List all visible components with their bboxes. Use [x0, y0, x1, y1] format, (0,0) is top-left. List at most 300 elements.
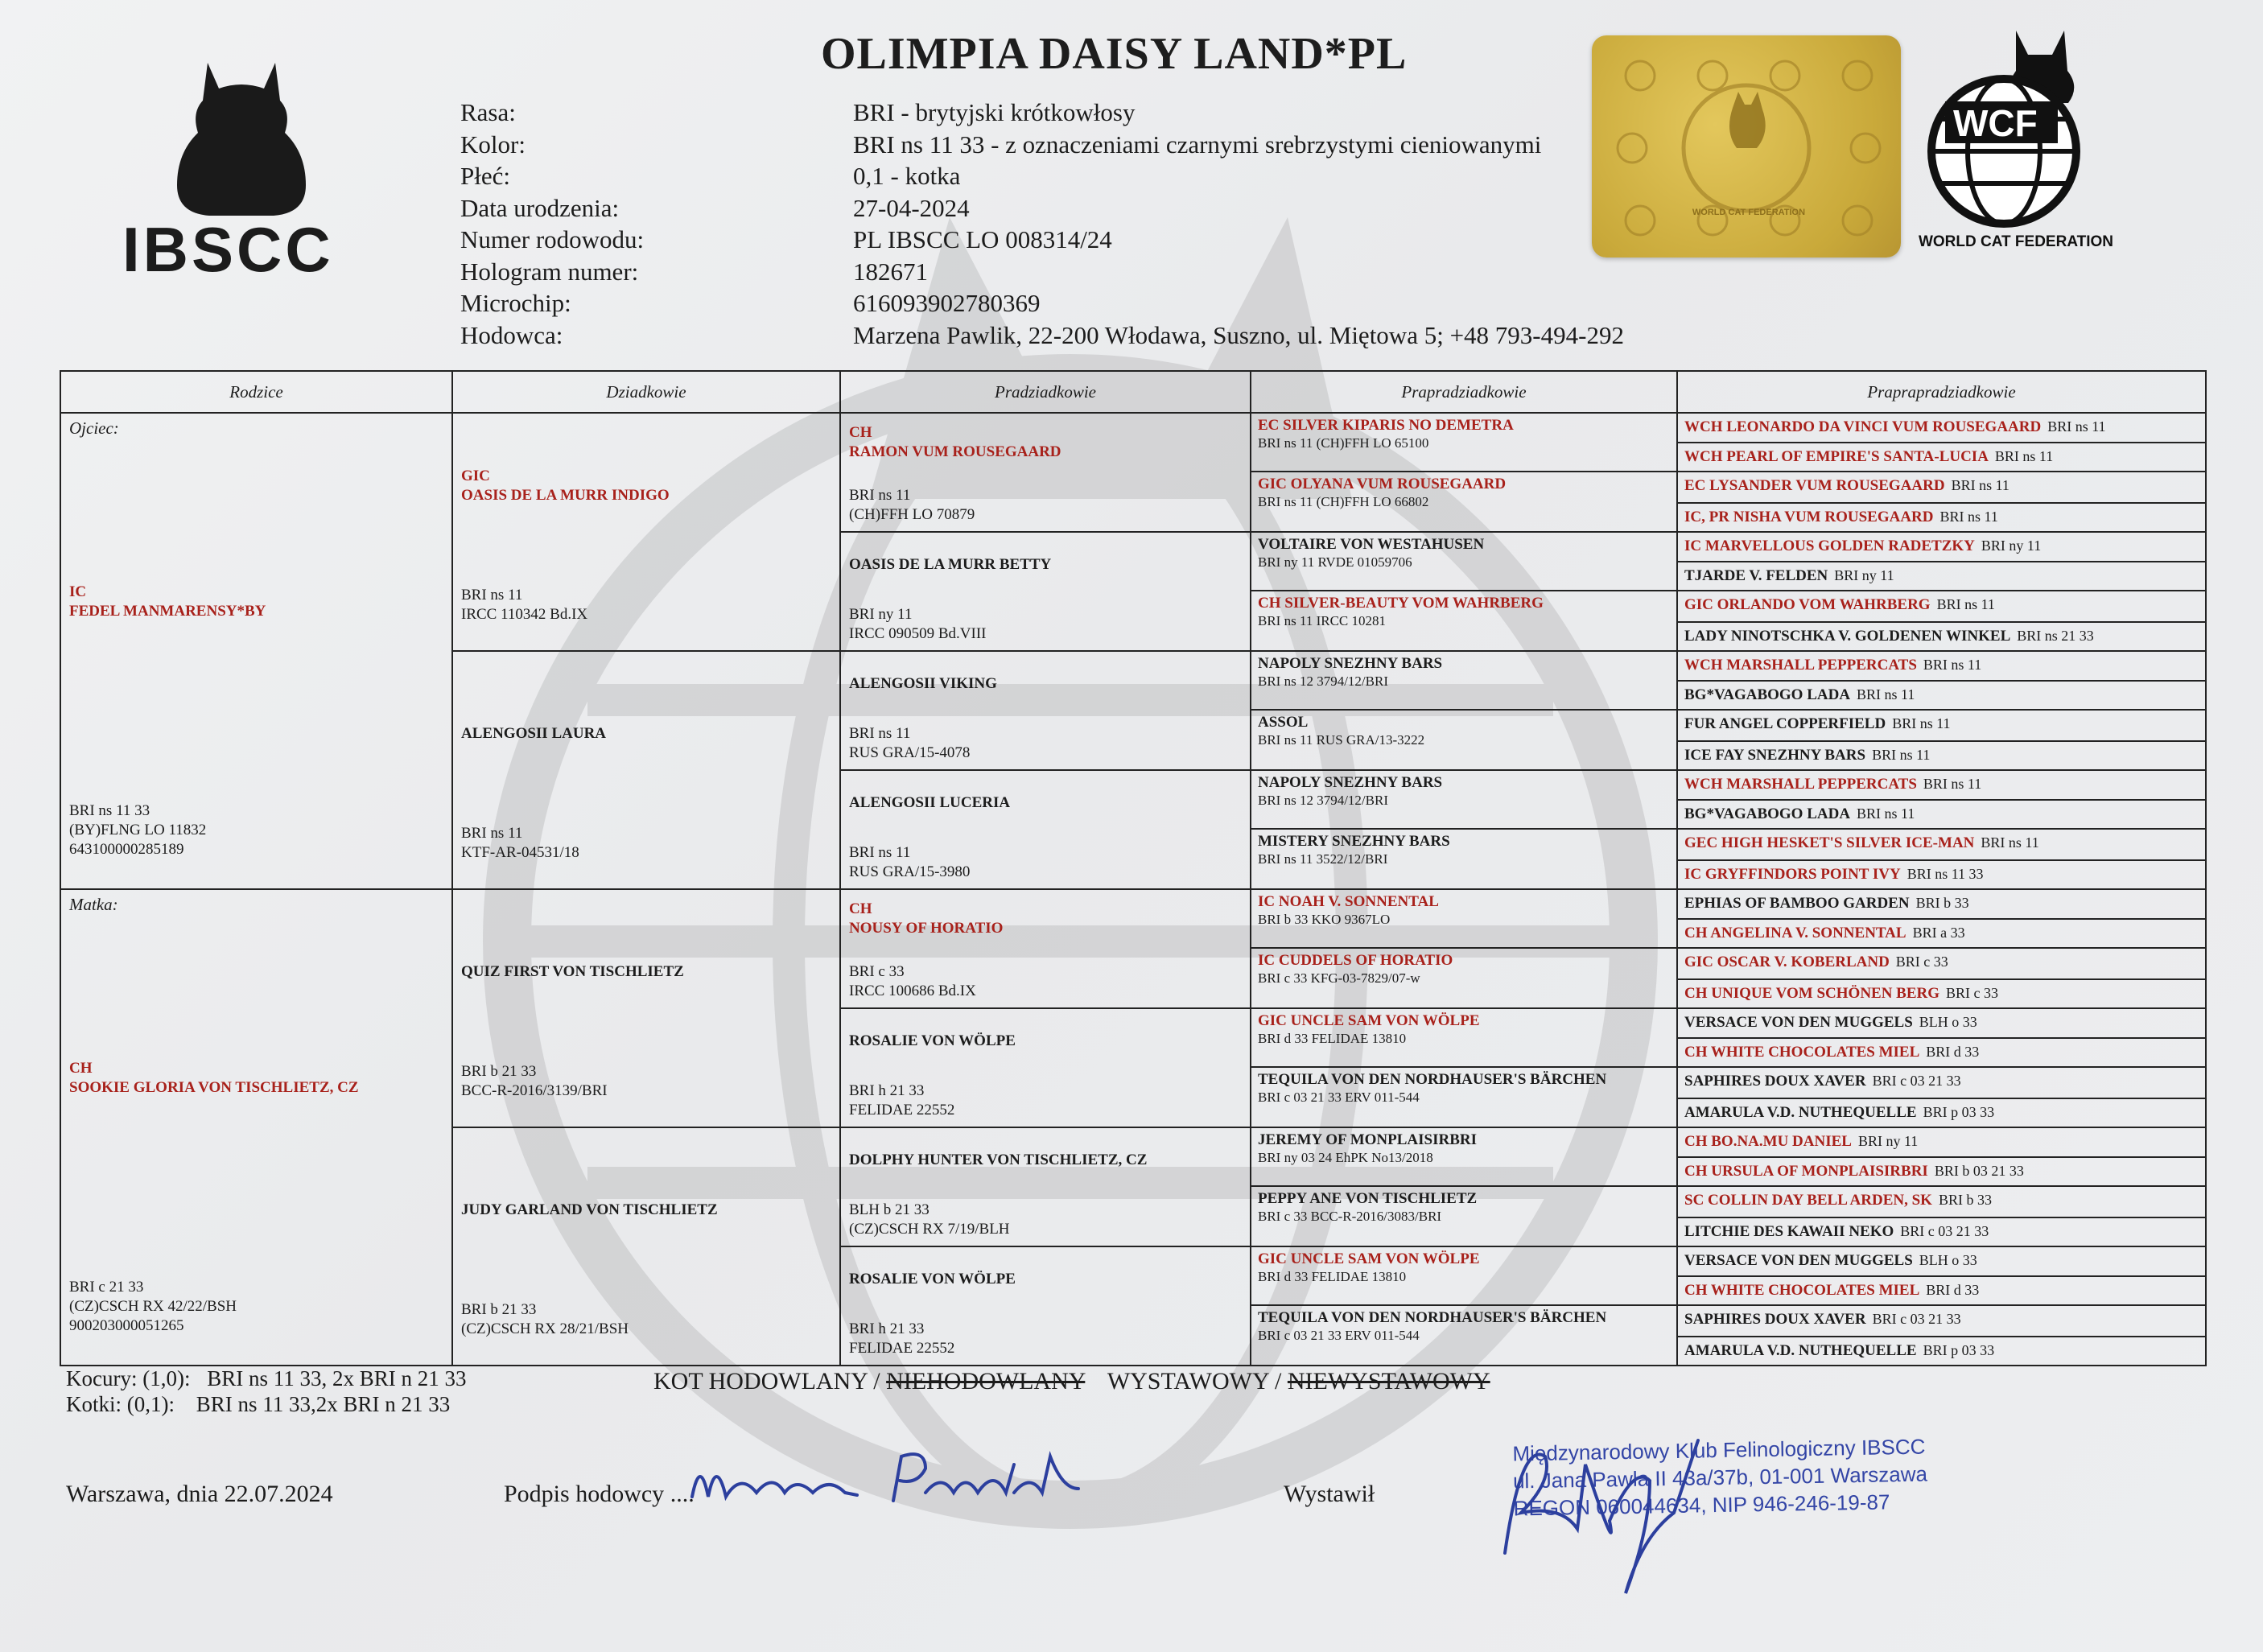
grandparent-name-block	[461, 962, 831, 982]
gen5-details: BRI ns 11	[2047, 418, 2106, 435]
gen5-cell	[1677, 413, 2206, 443]
gen5-name: SC COLLIN DAY BELL ARDEN, SK	[1684, 1192, 1932, 1209]
cell-content	[1251, 771, 1676, 828]
gen5-cell	[1677, 948, 2206, 979]
cell-content	[1251, 1306, 1676, 1365]
gen4-cell	[1251, 1008, 1677, 1067]
kocury-value: BRI ns 11 33, 2x BRI n 21 33	[207, 1366, 467, 1390]
gen5-details: BRI c 03 21 33	[1872, 1311, 1961, 1327]
grandparent-registry: KTF-AR-04531/18	[461, 844, 579, 861]
cell-content	[1251, 533, 1676, 590]
great-grandparent-name: RAMON VUM ROUSEGAARD	[849, 443, 1061, 460]
great-grandparent-color: BRI ns 11	[849, 725, 911, 742]
info-row-hologram	[460, 256, 1624, 288]
cell-content	[1678, 1337, 2205, 1366]
gen5-cell	[1677, 1098, 2206, 1128]
gen5-cell	[1677, 770, 2206, 800]
parent-title: CH	[69, 1060, 93, 1077]
great-grandparent-color: BRI ns 11	[849, 487, 911, 504]
cell-content	[841, 1009, 1250, 1127]
gen4-details: BRI ns 11 IRCC 10281	[1258, 613, 1387, 628]
wcf-ring-text: WORLD CAT FEDERATION	[1918, 233, 2114, 250]
grandparent-name: OASIS DE LA MURR INDIGO	[461, 487, 670, 504]
parent-name-block	[69, 1059, 443, 1098]
cell-content	[453, 652, 839, 887]
cell-content	[1678, 980, 2205, 1008]
info-value: 0,1 - kotka	[853, 162, 961, 190]
parent-name: FEDEL MANMARENSY*BY	[69, 603, 266, 620]
great-grandparent-cell	[840, 1127, 1251, 1246]
gen5-cell	[1677, 860, 2206, 890]
cell-content	[841, 414, 1250, 531]
great-grandparent-cell	[840, 651, 1251, 770]
gen5-details: BRI ns 11	[1892, 715, 1951, 731]
cell-content	[1678, 591, 2205, 621]
cell-content	[1251, 890, 1676, 947]
gen5-cell	[1677, 710, 2206, 741]
cell-content	[1678, 920, 2205, 948]
gen5-cell	[1677, 591, 2206, 622]
gen5-details: BRI ns 11	[1936, 596, 1995, 612]
cell-content	[1678, 861, 2205, 889]
gen5-name: WCH PEARL OF EMPIRE'S SANTA-LUCIA	[1684, 447, 1989, 465]
breeder-signature-icon	[684, 1424, 1086, 1521]
gen5-name: BG*VAGABOGO LADA	[1684, 805, 1851, 822]
cell-content	[453, 414, 839, 649]
cell-content	[1678, 1187, 2205, 1217]
gen5-details: BRI c 33	[1946, 984, 1999, 1001]
gen5-cell	[1677, 1038, 2206, 1068]
cell-content	[1678, 443, 2205, 472]
great-grandparent-registry: IRCC 090509 Bd.VIII	[849, 625, 987, 642]
info-row-breeder	[460, 319, 1624, 352]
gen4-cell	[1251, 472, 1677, 532]
gen5-cell	[1677, 800, 2206, 830]
grandparent-registry: BCC-R-2016/3139/BRI	[461, 1082, 608, 1099]
gen5-name: IC GRYFFINDORS POINT IVY	[1684, 865, 1901, 883]
info-row-color	[460, 129, 1624, 161]
great-grandparent-name-block	[849, 900, 1242, 938]
great-grandparent-name: ROSALIE VON WÖLPE	[849, 1032, 1016, 1049]
gen5-cell	[1677, 1276, 2206, 1306]
info-row-microchip	[460, 287, 1624, 319]
gen4-details: BRI ns 12 3794/12/BRI	[1258, 793, 1388, 808]
cell-content	[1678, 1277, 2205, 1305]
gen4-cell	[1251, 651, 1677, 710]
cell-content	[1678, 949, 2205, 978]
gen4-name: NAPOLY SNEZHNY BARS	[1258, 774, 1443, 791]
wcf-logo	[1895, 23, 2121, 272]
info-label: Hodowca:	[460, 320, 563, 349]
gen5-details: BRI ny 11	[1834, 566, 1894, 583]
gen4-details: BRI c 03 21 33 ERV 011-544	[1258, 1090, 1420, 1105]
cell-content	[453, 1128, 839, 1363]
gen4-name: TEQUILA VON DEN NORDHAUSER'S BÄRCHEN	[1258, 1071, 1607, 1088]
info-label: Microchip:	[460, 289, 571, 317]
info-label: Hologram numer:	[460, 257, 639, 286]
gen5-name: CH WHITE CHOCOLATES MIEL	[1684, 1281, 1920, 1299]
gen4-cell	[1251, 532, 1677, 591]
info-row-birthdate	[460, 192, 1624, 225]
gen5-name: VERSACE VON DEN MUGGELS	[1684, 1252, 1913, 1269]
gen5-cell	[1677, 622, 2206, 652]
signature-dots: ....	[670, 1481, 695, 1507]
gen5-name: WCH MARSHALL PEPPERCATS	[1684, 657, 1917, 674]
gen5-cell	[1677, 681, 2206, 711]
gen5-name: WCH LEONARDO DA VINCI VUM ROUSEGAARD	[1684, 418, 2042, 435]
info-label: Rasa:	[460, 98, 516, 126]
gen5-cell	[1677, 1246, 2206, 1276]
gen4-details: BRI d 33 FELIDAE 13810	[1258, 1269, 1407, 1284]
gen4-cell	[1251, 770, 1677, 829]
column-header: Praprapradziadkowie	[1677, 371, 2206, 413]
parent-registry: (CZ)CSCH RX 42/22/BSH	[69, 1298, 237, 1315]
gen5-name: LADY NINOTSCHKA V. GOLDENEN WINKEL	[1684, 627, 2011, 645]
cell-content	[1251, 1247, 1676, 1304]
cell-content	[453, 890, 839, 1125]
gen5-details: BRI ns 11	[1981, 834, 2039, 851]
cell-content	[1251, 591, 1676, 650]
grandparent-cell	[452, 889, 840, 1127]
gen5-details: BRI ns 11 33	[1906, 865, 1984, 882]
great-grandparent-details	[849, 1081, 954, 1120]
cell-content	[1678, 533, 2205, 561]
issuer-label: Wystawił	[1284, 1481, 1375, 1507]
dam-cell	[60, 889, 452, 1366]
grandparent-cell	[452, 651, 840, 889]
gen4-cell	[1251, 1305, 1677, 1366]
cell-content	[61, 414, 451, 884]
cell-content	[1678, 711, 2205, 740]
gen5-name: CH WHITE CHOCOLATES MIEL	[1684, 1043, 1920, 1061]
gen4-cell	[1251, 591, 1677, 651]
great-grandparent-color: BRI ns 11	[849, 844, 911, 861]
gen5-name: GEC HIGH HESKET'S SILVER ICE-MAN	[1684, 834, 1975, 851]
gen4-name: IC NOAH V. SONNENTAL	[1258, 893, 1439, 910]
great-grandparent-name-block	[849, 674, 1242, 694]
gen5-cell	[1677, 1305, 2206, 1337]
gen5-name: CH UNIQUE VOM SCHÖNEN BERG	[1684, 984, 1940, 1002]
great-grandparent-details	[849, 962, 976, 1001]
cell-content	[1678, 1306, 2205, 1336]
gen5-details: BRI d 33	[1926, 1043, 1980, 1060]
cell-content	[1678, 830, 2205, 859]
gen4-name: VOLTAIRE VON WESTAHUSEN	[1258, 536, 1485, 553]
cell-content	[1678, 1099, 2205, 1127]
cell-content	[1251, 1009, 1676, 1066]
grandparent-name: JUDY GARLAND VON TISCHLIETZ	[461, 1201, 718, 1218]
cell-content	[61, 890, 451, 1360]
cell-content	[1678, 1128, 2205, 1156]
info-label: Kolor:	[460, 130, 526, 159]
grandparent-name-block	[461, 1201, 831, 1220]
great-grandparent-details	[849, 1320, 954, 1358]
cell-content	[1251, 830, 1676, 888]
sire-cell	[60, 413, 452, 889]
wcf-hologram-icon	[1592, 35, 1901, 257]
cell-content	[1678, 504, 2205, 532]
grandparent-color: BRI ns 11	[461, 587, 523, 604]
great-grandparent-cell	[840, 1008, 1251, 1127]
gen5-details: BLH o 33	[1919, 1014, 1977, 1030]
great-grandparent-registry: RUS GRA/15-3980	[849, 863, 971, 880]
gen5-details: BRI ns 11	[1923, 657, 1982, 673]
gen4-details: BRI c 33 BCC-R-2016/3083/BRI	[1258, 1209, 1442, 1224]
cell-content	[1251, 949, 1676, 1007]
great-grandparent-name: NOUSY OF HORATIO	[849, 920, 1004, 937]
gen5-name: EPHIAS OF BAMBOO GARDEN	[1684, 895, 1910, 912]
gen4-name: GIC UNCLE SAM VON WÖLPE	[1258, 1012, 1480, 1029]
wcf-logo-text: WCF	[1953, 102, 2038, 144]
cell-content	[1678, 1218, 2205, 1246]
great-grandparent-registry: (CH)FFH LO 70879	[849, 506, 975, 523]
gen5-cell	[1677, 919, 2206, 949]
great-grandparent-cell	[840, 770, 1251, 889]
gen4-details: BRI ns 12 3794/12/BRI	[1258, 674, 1388, 689]
great-grandparent-registry: RUS GRA/15-4078	[849, 744, 971, 761]
info-value: BRI ns 11 33 - z oznaczeniami czarnymi srebrzystymi cieniowanymi	[853, 130, 1542, 159]
grandparent-color: BRI b 21 33	[461, 1301, 537, 1318]
cell-content	[1251, 711, 1676, 769]
gen5-details: BRI ns 21 33	[2017, 627, 2094, 644]
gen5-cell	[1677, 1008, 2206, 1038]
great-grandparent-name: OASIS DE LA MURR BETTY	[849, 556, 1052, 573]
cell-content	[1678, 801, 2205, 829]
grandparent-color: BRI b 21 33	[461, 1063, 537, 1080]
gen5-name: FUR ANGEL COPPERFIELD	[1684, 715, 1886, 732]
ibscc-logo-text: IBSCC	[122, 214, 334, 285]
gen4-details: BRI ns 11 (CH)FFH LO 65100	[1258, 435, 1429, 451]
gen4-cell	[1251, 889, 1677, 948]
gen5-details: BRI d 33	[1926, 1281, 1980, 1298]
cell-content	[1678, 623, 2205, 651]
cell-content	[1251, 1187, 1676, 1246]
hologram-text: WORLD CAT FEDERATION	[1692, 208, 1806, 217]
gen5-details: BRI ns 11	[1951, 477, 2009, 493]
gen4-details: BRI d 33 FELIDAE 13810	[1258, 1031, 1407, 1046]
gen5-cell	[1677, 741, 2206, 771]
gen5-name: BG*VAGABOGO LADA	[1684, 686, 1851, 703]
cell-content	[1678, 682, 2205, 710]
place-date: Warszawa, dnia 22.07.2024	[66, 1481, 333, 1507]
gen5-details: BRI p 03 33	[1923, 1103, 1995, 1120]
great-grandparent-cell	[840, 532, 1251, 651]
relation-label: Ojciec:	[69, 418, 119, 438]
gen5-details: BRI c 03 21 33	[1872, 1073, 1961, 1089]
great-grandparent-name: DOLPHY HUNTER VON TISCHLIETZ, CZ	[849, 1151, 1148, 1168]
parent-name: SOOKIE GLORIA VON TISCHLIETZ, CZ	[69, 1079, 359, 1096]
kocury-label: Kocury: (1,0):	[66, 1366, 191, 1390]
status-show: WYSTAWOWY /	[1107, 1368, 1282, 1395]
stamp-line: Międzynarodowy Klub Felinologiczny IBSCC	[1512, 1434, 1926, 1466]
gen5-cell	[1677, 1337, 2206, 1366]
gen4-details: BRI ny 11 RVDE 01059706	[1258, 554, 1412, 570]
cell-content	[1678, 771, 2205, 799]
gen5-name: IC, PR NISHA VUM ROUSEGAARD	[1684, 508, 1934, 525]
gen5-details: BRI ns 11	[1857, 686, 1915, 702]
great-grandparent-color: BRI h 21 33	[849, 1082, 925, 1099]
grandparent-cell	[452, 413, 840, 651]
gen4-details: BRI c 03 21 33 ERV 011-544	[1258, 1328, 1420, 1343]
gen5-cell	[1677, 651, 2206, 681]
great-grandparent-details	[849, 843, 970, 882]
gen5-name: TJARDE V. FELDEN	[1684, 566, 1828, 584]
cell-content	[1678, 1068, 2205, 1098]
gen5-cell	[1677, 1067, 2206, 1098]
cell-content	[1678, 472, 2205, 502]
great-grandparent-registry: (CZ)CSCH RX 7/19/BLH	[849, 1221, 1010, 1238]
cell-content	[1678, 652, 2205, 680]
gen5-cell	[1677, 562, 2206, 591]
cell-content	[841, 1247, 1250, 1365]
cell-content	[1678, 1247, 2205, 1275]
gen5-details: BRI b 33	[1938, 1192, 1992, 1208]
breeding-status	[653, 1368, 1490, 1395]
gen4-details: BRI ns 11 RUS GRA/13-3222	[1258, 732, 1425, 748]
great-grandparent-title: CH	[849, 424, 872, 441]
status-non-show: NIEWYSTAWOWY	[1287, 1368, 1490, 1395]
gen5-name: GIC ORLANDO VOM WAHRBERG	[1684, 596, 1931, 613]
cell-content	[1251, 1128, 1676, 1185]
great-grandparent-cell	[840, 413, 1251, 532]
gen4-cell	[1251, 710, 1677, 770]
gen5-details: BRI c 33	[1895, 954, 1948, 970]
gen4-name: IC CUDDELS OF HORATIO	[1258, 952, 1453, 969]
gen5-name: CH BO.NA.MU DANIEL	[1684, 1133, 1852, 1150]
cat-silhouette-icon	[113, 56, 370, 217]
cell-content	[1251, 652, 1676, 709]
gen4-name: EC SILVER KIPARIS NO DEMETRA	[1258, 417, 1514, 434]
hologram-sticker	[1592, 35, 1901, 257]
great-grandparent-name: ALENGOSII VIKING	[849, 675, 997, 692]
info-label: Numer rodowodu:	[460, 225, 645, 253]
info-row-pedigree-number	[460, 224, 1624, 256]
info-label: Płeć:	[460, 162, 510, 190]
great-grandparent-title: CH	[849, 900, 872, 917]
cell-content	[1678, 1158, 2205, 1186]
cell-content	[841, 771, 1250, 888]
gen5-cell	[1677, 443, 2206, 472]
great-grandparent-name: ALENGOSII LUCERIA	[849, 794, 1011, 811]
column-header: Dziadkowie	[452, 371, 840, 413]
gen4-name: ASSOL	[1258, 714, 1309, 731]
gen5-details: BRI b 33	[1915, 895, 1969, 911]
grandparent-name: ALENGOSII LAURA	[461, 725, 607, 742]
gen5-details: BRI ny 11	[1981, 538, 2042, 554]
gen5-name: ICE FAY SNEZHNY BARS	[1684, 746, 1866, 764]
stamp-line: REGON 060044634, NIP 946-246-19-87	[1513, 1489, 1890, 1521]
great-grandparent-color: BLH b 21 33	[849, 1201, 930, 1218]
cell-content	[1678, 562, 2205, 591]
gen5-details: BRI ns 11	[1923, 776, 1982, 792]
grandparent-details	[461, 824, 579, 863]
gen5-cell	[1677, 1127, 2206, 1157]
gen5-details: BRI ns 11	[1872, 746, 1931, 763]
cell-content	[1251, 414, 1676, 471]
great-grandparent-name-block	[849, 1151, 1242, 1170]
grandparent-registry: IRCC 110342 Bd.IX	[461, 606, 588, 623]
pedigree-table	[60, 370, 2207, 1366]
info-value: BRI - brytyjski krótkowłosy	[853, 98, 1136, 126]
grandparent-cell	[452, 1127, 840, 1366]
cell-content	[1251, 1068, 1676, 1127]
gen4-name: TEQUILA VON DEN NORDHAUSER'S BÄRCHEN	[1258, 1309, 1607, 1326]
gen4-details: BRI b 33 KKO 9367LO	[1258, 912, 1391, 927]
great-grandparent-details	[849, 724, 970, 763]
great-grandparent-name-block	[849, 423, 1242, 462]
cell-content	[1251, 472, 1676, 531]
gen5-name: LITCHIE DES KAWAII NEKO	[1684, 1222, 1894, 1240]
grandparent-details	[461, 586, 587, 624]
info-value: 27-04-2024	[853, 193, 970, 222]
gen5-name: WCH MARSHALL PEPPERCATS	[1684, 776, 1917, 793]
gen5-name: SAPHIRES DOUX XAVER	[1684, 1311, 1866, 1328]
gen4-cell	[1251, 1067, 1677, 1127]
gen5-name: GIC OSCAR V. KOBERLAND	[1684, 954, 1890, 970]
gen4-name: NAPOLY SNEZHNY BARS	[1258, 655, 1443, 672]
info-value: 616093902780369	[853, 289, 1041, 317]
gen5-name: IC MARVELLOUS GOLDEN RADETZKY	[1684, 538, 1975, 554]
gen4-name: GIC UNCLE SAM VON WÖLPE	[1258, 1250, 1480, 1267]
gen5-cell	[1677, 503, 2206, 533]
great-grandparent-details	[849, 605, 986, 644]
great-grandparent-name: ROSALIE VON WÖLPE	[849, 1271, 1016, 1287]
great-grandparent-registry: IRCC 100686 Bd.IX	[849, 983, 976, 999]
gen5-cell	[1677, 979, 2206, 1009]
grandparent-title: GIC	[461, 468, 490, 484]
cell-content	[841, 1128, 1250, 1246]
info-value: Marzena Pawlik, 22-200 Włodawa, Suszno, ul. Miętowa 5; +48 793-494-292	[853, 320, 1624, 349]
kotki-value: BRI ns 11 33,2x BRI n 21 33	[196, 1392, 451, 1416]
gen4-name: PEPPY ANE VON TISCHLIETZ	[1258, 1190, 1478, 1207]
gen4-cell	[1251, 948, 1677, 1008]
great-grandparent-details	[849, 1201, 1010, 1239]
grandparent-details	[461, 1062, 608, 1101]
gen5-name: EC LYSANDER VUM ROUSEGAARD	[1684, 477, 1945, 494]
gen5-cell	[1677, 532, 2206, 562]
great-grandparent-name-block	[849, 1270, 1242, 1289]
cat-info	[460, 97, 1624, 351]
parent-name-block	[69, 583, 443, 621]
great-grandparent-color: BRI c 33	[849, 963, 905, 980]
ibscc-logo	[113, 56, 370, 285]
parent-color: BRI c 21 33	[69, 1279, 144, 1296]
cell-content	[1678, 742, 2205, 770]
gen5-cell	[1677, 472, 2206, 503]
status-breeding: KOT HODOWLANY /	[653, 1368, 880, 1395]
parent-details	[69, 1278, 237, 1336]
gen4-cell	[1251, 1246, 1677, 1305]
gen5-name: AMARULA V.D. NUTHEQUELLE	[1684, 1103, 1917, 1121]
parent-microchip: 643100000285189	[69, 841, 184, 858]
great-grandparent-cell	[840, 1246, 1251, 1366]
gen4-cell	[1251, 413, 1677, 472]
gen5-name: VERSACE VON DEN MUGGELS	[1684, 1014, 1913, 1031]
info-label: Data urodzenia:	[460, 193, 620, 222]
cell-content	[841, 890, 1250, 1007]
grandparent-name-block	[461, 724, 831, 744]
grandparent-registry: (CZ)CSCH RX 28/21/BSH	[461, 1320, 629, 1337]
gen4-details: BRI ny 03 24 EhPK No13/2018	[1258, 1150, 1433, 1165]
column-header: Prapradziadkowie	[1251, 371, 1677, 413]
cell-content	[841, 533, 1250, 650]
cell-content	[841, 652, 1250, 769]
gen4-cell	[1251, 1127, 1677, 1186]
great-grandparent-color: BRI ny 11	[849, 606, 913, 623]
parent-microchip: 900203000051265	[69, 1317, 184, 1334]
gen4-details: BRI ns 11 3522/12/BRI	[1258, 851, 1388, 867]
grandparent-name: QUIZ FIRST VON TISCHLIETZ	[461, 963, 684, 980]
